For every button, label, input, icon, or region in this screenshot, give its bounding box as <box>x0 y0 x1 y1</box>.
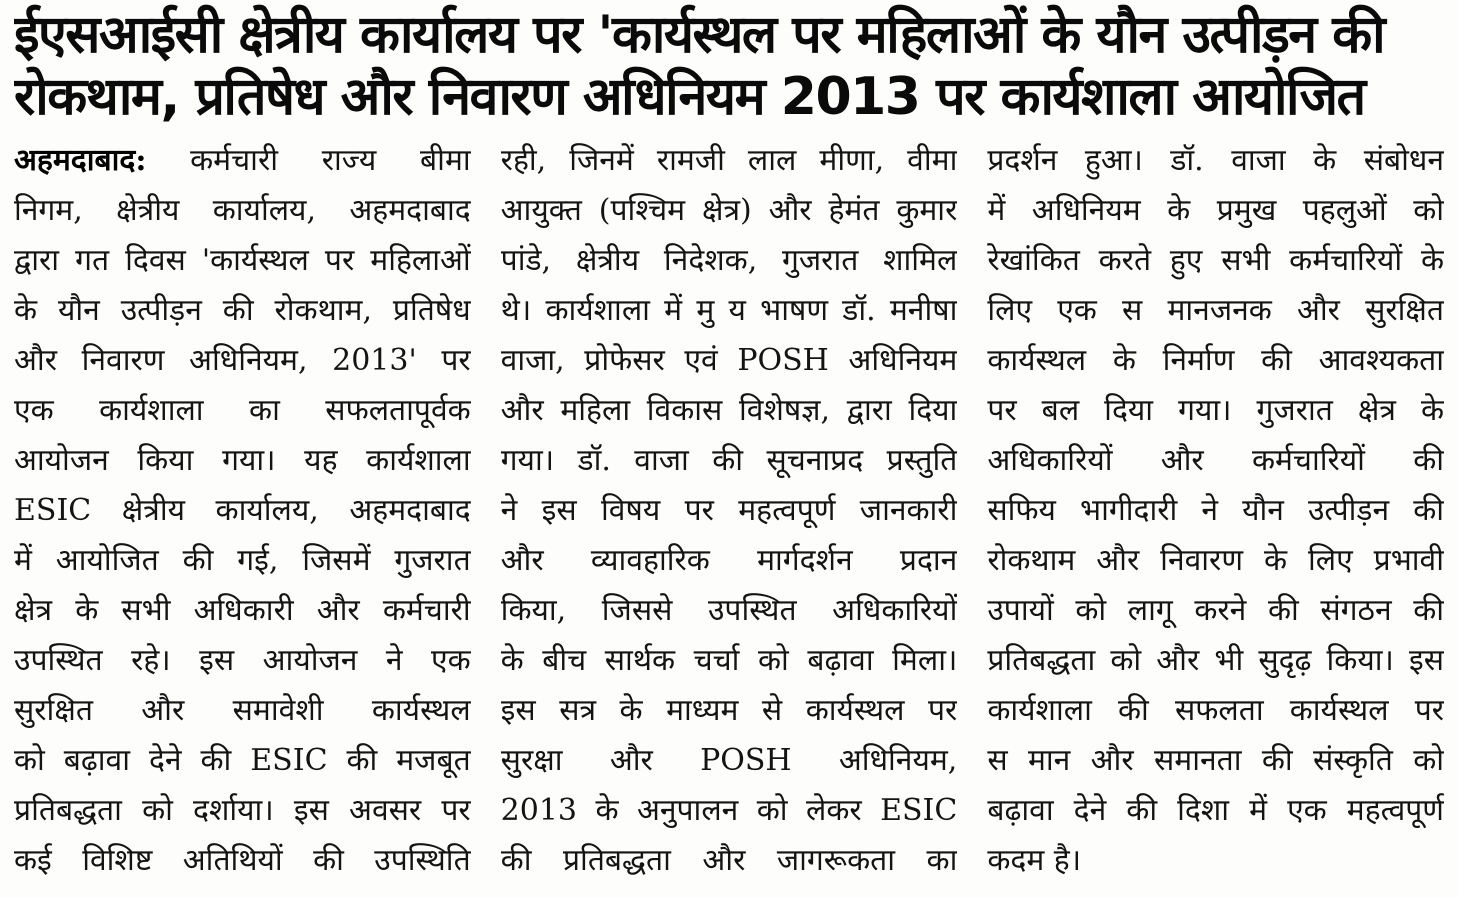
column-3-lines <box>987 136 1444 886</box>
text-line: प्रतिबद्धता को दर्शाया। इस अवसर पर <box>14 793 471 828</box>
column-1-lines <box>14 186 471 886</box>
text-line: कदम है। <box>987 843 1082 878</box>
text-line: इस सत्र के माध्यम से कार्यस्थल पर <box>500 693 958 728</box>
column-2-lines <box>501 136 958 886</box>
text-line: के बीच सार्थक चर्चा को बढ़ावा मिला। <box>500 643 958 678</box>
text-line: निगम, क्षेत्रीय कार्यालय, अहमदाबाद <box>14 193 471 228</box>
text-line: पर बल दिया गया। गुजरात क्षेत्र के <box>987 393 1445 428</box>
text-line: में आयोजित की गई, जिसमें गुजरात <box>14 543 471 578</box>
dateline-continuation: कर्मचारी राज्य बीमा <box>190 143 471 178</box>
text-line: उपस्थित रहे। इस आयोजन ने एक <box>14 643 471 678</box>
text-line: उपायों को लागू करने की संगठन की <box>987 593 1445 628</box>
text-line: ESIC क्षेत्रीय कार्यालय, अहमदाबाद <box>14 493 471 528</box>
text-line: रोकथाम और निवारण के लिए प्रभावी <box>987 543 1445 578</box>
text-line: रेखांकित करते हुए सभी कर्मचारियों के <box>987 243 1445 278</box>
text-line-dateline <box>14 136 471 186</box>
text-line: बढ़ावा देने की दिशा में एक महत्वपूर्ण <box>987 793 1445 828</box>
article-headline <box>14 4 1444 128</box>
text-line: आयोजन किया गया। यह कार्यशाला <box>14 443 471 478</box>
text-line: लिए एक स मानजनक और सुरक्षित <box>987 293 1445 328</box>
article-body <box>14 136 1444 886</box>
headline-line-1: ईएसआईसी क्षेत्रीय कार्यालय पर 'कार्यस्थल पर महिलाओं के यौन उत्पीड़न की <box>14 5 1385 65</box>
text-line: और व्यावहारिक मार्गदर्शन प्रदान <box>500 543 958 578</box>
article-column-2 <box>501 136 958 886</box>
text-line: क्षेत्र के सभी अधिकारी और कर्मचारी <box>14 593 471 628</box>
text-line: रही, जिनमें रामजी लाल मीणा, वीमा <box>500 143 958 178</box>
text-line: प्रतिबद्धता को और भी सुदृढ़ किया। इस <box>987 643 1445 678</box>
text-line: वाजा, प्रोफेसर एवं POSH अधिनियम <box>500 343 958 378</box>
text-line: एक कार्यशाला का सफलतापूर्वक <box>14 393 471 428</box>
text-line: को बढ़ावा देने की ESIC की मजबूत <box>14 743 471 778</box>
text-line: सफिय भागीदारी ने यौन उत्पीड़न की <box>987 493 1445 528</box>
text-line: कार्यस्थल के निर्माण की आवश्यकता <box>987 343 1445 378</box>
text-line: गया। डॉ. वाजा की सूचनाप्रद प्रस्तुति <box>500 443 958 478</box>
text-line: और महिला विकास विशेषज्ञ, द्वारा दिया <box>500 393 958 428</box>
article-column-3 <box>987 136 1444 886</box>
dateline: अहमदाबाद: <box>14 143 147 178</box>
text-line: द्वारा गत दिवस 'कार्यस्थल पर महिलाओं <box>14 243 471 278</box>
text-line: थे। कार्यशाला में मु य भाषण डॉ. मनीषा <box>500 293 958 328</box>
text-line: प्रदर्शन हुआ। डॉ. वाजा के संबोधन <box>987 143 1445 178</box>
text-line: कई विशिष्ट अतिथियों की उपस्थिति <box>14 843 471 878</box>
text-line: सुरक्षा और POSH अधिनियम, <box>500 743 958 778</box>
text-line: की प्रतिबद्धता और जागरूकता का <box>500 843 958 878</box>
text-line: पांडे, क्षेत्रीय निदेशक, गुजरात शामिल <box>500 243 958 278</box>
text-line: अधिकारियों और कर्मचारियों की <box>987 443 1445 478</box>
text-line: में अधिनियम के प्रमुख पहलुओं को <box>987 193 1445 228</box>
text-line: 2013 के अनुपालन को लेकर ESIC <box>500 793 958 828</box>
headline-line-2: रोकथाम, प्रतिषेध और निवारण अधिनियम 2013 पर कार्यशाला आयोजित <box>14 67 1365 127</box>
article-column-1 <box>14 136 471 886</box>
text-line: कार्यशाला की सफलता कार्यस्थल पर <box>987 693 1445 728</box>
text-line: किया, जिससे उपस्थित अधिकारियों <box>500 593 958 628</box>
text-line: आयुक्त (पश्चिम क्षेत्र) और हेमंत कुमार <box>500 193 958 228</box>
text-line: ने इस विषय पर महत्वपूर्ण जानकारी <box>500 493 958 528</box>
text-line: स मान और समानता की संस्कृति को <box>987 743 1445 778</box>
text-line: और निवारण अधिनियम, 2013' पर <box>14 343 471 378</box>
text-line: के यौन उत्पीड़न की रोकथाम, प्रतिषेध <box>14 293 471 328</box>
text-line: सुरक्षित और समावेशी कार्यस्थल <box>14 693 471 728</box>
